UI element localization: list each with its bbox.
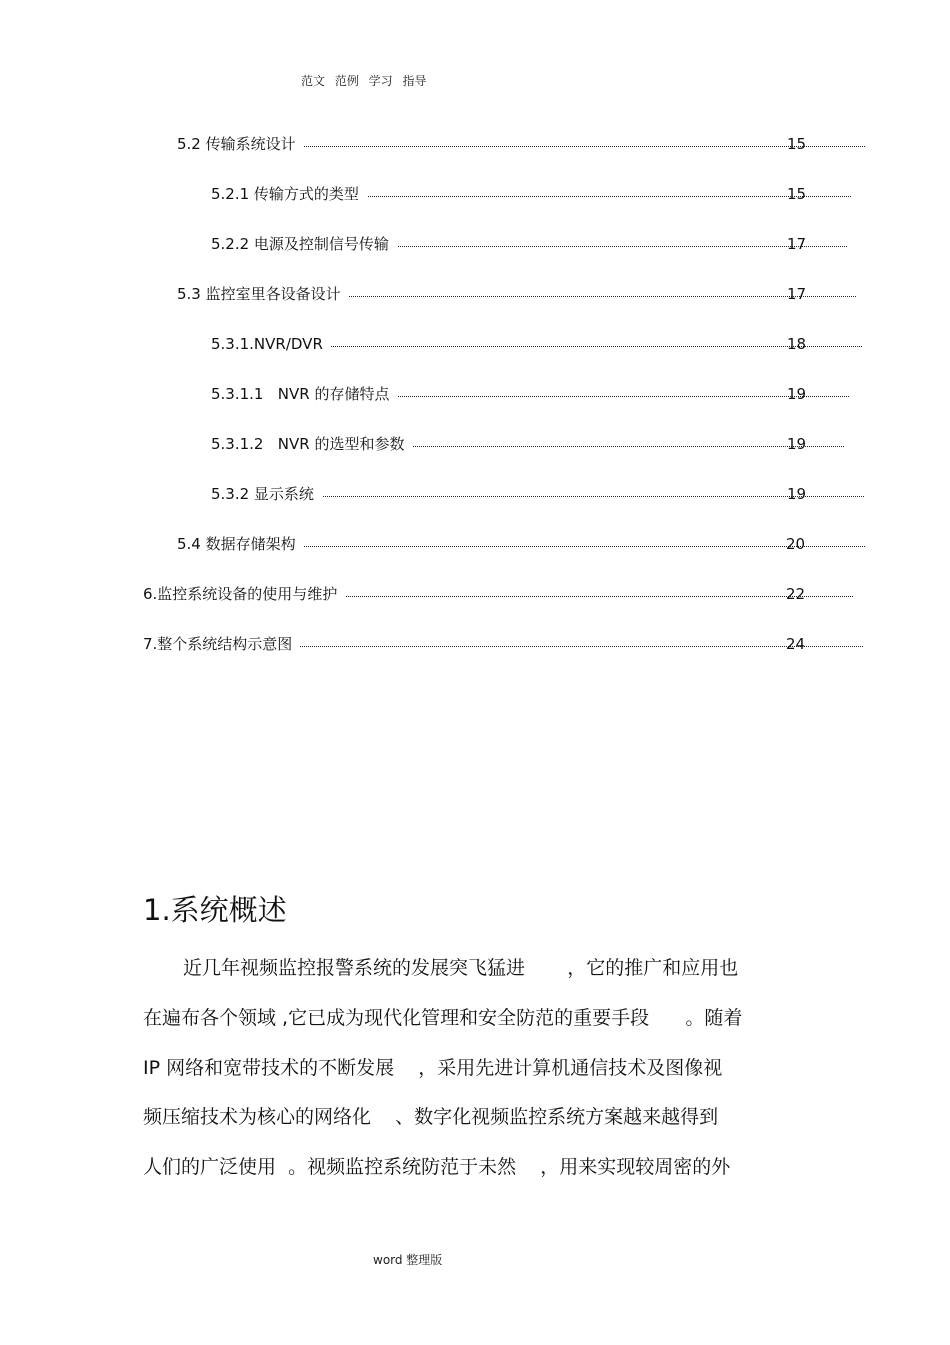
paragraph-line: 近几年视频监控报警系统的发展突飞猛进 ，它的推广和应用也 xyxy=(183,957,739,979)
toc-entry-label: 5.3.1.1 NVR 的存储特点 xyxy=(211,383,397,405)
toc-entry[interactable] xyxy=(211,233,847,255)
toc-entry[interactable] xyxy=(211,383,849,405)
toc-entry-label: 5.2.2 电源及控制信号传输 xyxy=(211,233,397,255)
toc-entry-page: 17 xyxy=(787,285,807,303)
toc-entry-page: 19 xyxy=(787,385,807,403)
toc-entry-label: 5.2 传输系统设计 xyxy=(177,133,304,155)
toc-entry[interactable] xyxy=(143,583,853,605)
toc-entry-label: 5.2.1 传输方式的类型 xyxy=(211,183,367,205)
toc-entry-page: 15 xyxy=(787,185,807,203)
paragraph-line: 人们的广泛使用 。视频监控系统防范于未然 ，用来实现较周密的外 xyxy=(143,1156,731,1178)
toc-entry-page: 22 xyxy=(786,585,806,603)
toc-entry-label: 5.4 数据存储架构 xyxy=(177,533,304,555)
paragraph-line: IP 网络和宽带技术的不断发展 ，采用先进计算机通信技术及图像视 xyxy=(143,1057,723,1079)
toc-entry-page: 20 xyxy=(786,535,806,553)
toc-entry-page: 19 xyxy=(787,435,807,453)
toc-entry-page: 15 xyxy=(787,135,807,153)
page-footer: word 整理版 xyxy=(373,1253,443,1267)
toc-entry[interactable] xyxy=(177,533,865,555)
toc-entry-label: 7.整个系统结构示意图 xyxy=(143,633,300,655)
toc-entry-page: 18 xyxy=(787,335,807,353)
toc-entry-label: 5.3 监控室里各设备设计 xyxy=(177,283,349,305)
toc-entry[interactable] xyxy=(211,483,864,505)
toc-entry-label: 5.3.2 显示系统 xyxy=(211,483,322,505)
toc-entry[interactable] xyxy=(211,333,862,355)
toc-entry-label: 5.3.1.2 NVR 的选型和参数 xyxy=(211,433,412,455)
page-header: 范文 范例 学习 指导 xyxy=(301,74,427,88)
toc-entry[interactable] xyxy=(211,433,844,455)
toc-entry-label: 6.监控系统设备的使用与维护 xyxy=(143,583,345,605)
toc-entry-page: 17 xyxy=(787,235,807,253)
toc-entry-page: 19 xyxy=(787,485,807,503)
toc-entry[interactable] xyxy=(177,283,856,305)
paragraph-line: 在遍布各个领域 ,它已成为现代化管理和安全防范的重要手段 。随着 xyxy=(143,1007,743,1029)
section-title: 1.系统概述 xyxy=(143,893,287,927)
toc-entry-page: 24 xyxy=(786,635,806,653)
toc-entry[interactable] xyxy=(143,633,863,655)
paragraph-line: 频压缩技术为核心的网络化 、数字化视频监控系统方案越来越得到 xyxy=(143,1106,719,1128)
toc-entry-label: 5.3.1.NVR/DVR xyxy=(211,333,331,355)
toc-entry[interactable] xyxy=(177,133,865,155)
toc-entry[interactable] xyxy=(211,183,851,205)
